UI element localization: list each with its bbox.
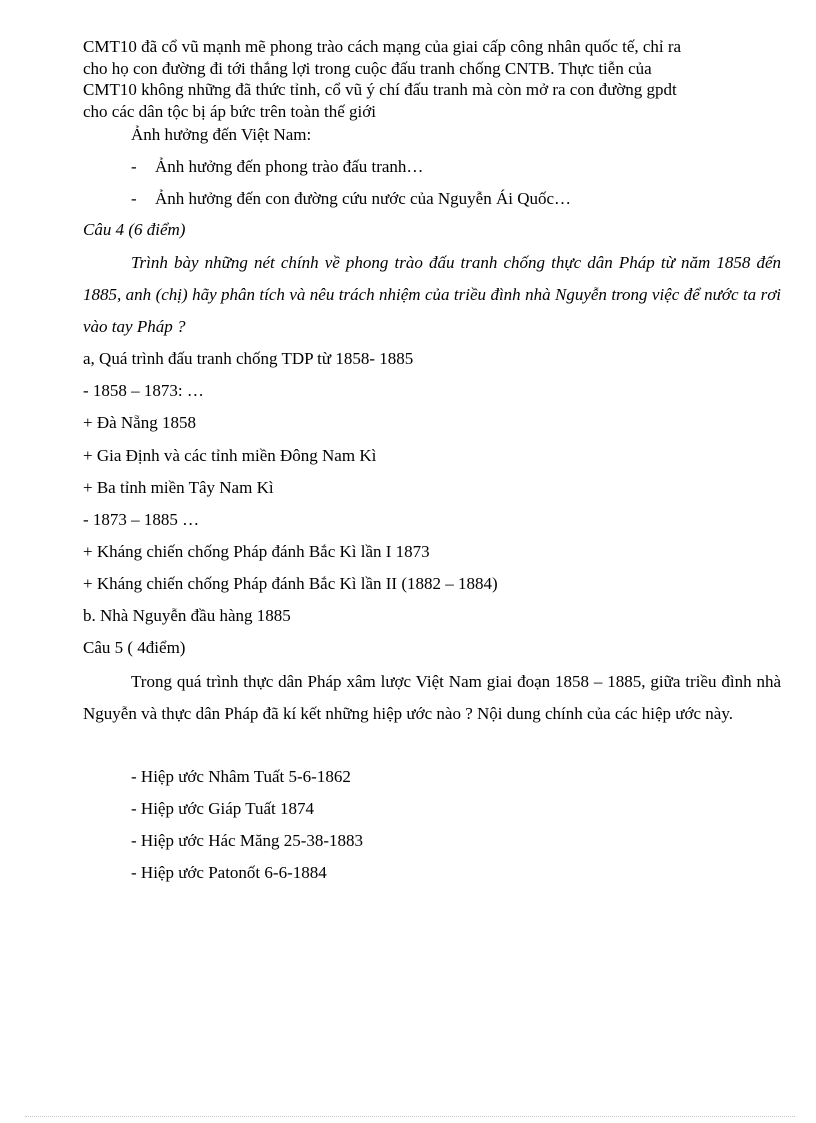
- intro-line: cho họ con đường đi tới thắng lợi trong cuộc đấu tranh chống CNTB. Thực tiễn của: [83, 58, 652, 78]
- bullet-marker: -: [131, 189, 137, 208]
- q4-answer-line: - 1858 – 1873: …: [83, 381, 204, 400]
- vn-influence-heading: Ảnh hưởng đến Việt Nam:: [131, 125, 312, 144]
- q4-question: Trình bày những nét chính về phong trào đấu tranh chống thực dân Pháp từ năm 1858 đến 1885, anh (chị) hãy phân tích và nêu trách nhiệm của triều đình nhà Nguyễn trong việc để nước ta rơi vào tay Pháp ?: [83, 253, 781, 336]
- vn-bullet-text: Ảnh hưởng đến con đường cứu nước của Nguyễn Ái Quốc…: [155, 189, 572, 208]
- page-bottom-divider: [25, 1116, 795, 1117]
- q5-title: Câu 5 ( 4điểm): [83, 638, 186, 657]
- q4-answer-line: b. Nhà Nguyễn đầu hàng 1885: [83, 606, 291, 625]
- q4-title: Câu 4 (6 điểm): [83, 220, 186, 239]
- intro-line: CMT10 đã cổ vũ mạnh mẽ phong trào cách mạng của giai cấp công nhân quốc tế, chỉ ra: [83, 37, 682, 56]
- q4-answer-line: + Gia Định và các tỉnh miền Đông Nam Kì: [83, 446, 377, 465]
- vn-bullet: [131, 156, 423, 178]
- bullet-marker: -: [131, 157, 137, 176]
- q5-treaty-item: - Hiệp ước Nhâm Tuất 5-6-1862: [131, 767, 351, 786]
- q5-question: Trong quá trình thực dân Pháp xâm lược Việt Nam giai đoạn 1858 – 1885, giữa triều đình nhà Nguyễn và thực dân Pháp đã kí kết những hiệp ước nào ? Nội dung chính của các hiệp ước này.: [83, 672, 781, 723]
- intro-line: CMT10 không những đã thức tỉnh, cổ vũ ý chí đấu tranh mà còn mở ra con đường gpdt: [83, 80, 677, 99]
- q4-answer-line: + Đà Nẵng 1858: [83, 413, 196, 432]
- q4-answer-line: + Kháng chiến chống Pháp đánh Bắc Kì lần I 1873: [83, 542, 430, 561]
- vn-bullet: [131, 188, 571, 210]
- intro-paragraph: [83, 36, 783, 122]
- vn-bullet-text: Ảnh hưởng đến phong trào đấu tranh…: [155, 157, 424, 176]
- intro-line: cho các dân tộc bị áp bức trên toàn thế giới: [83, 101, 376, 121]
- q5-treaty-item: - Hiệp ước Patonốt 6-6-1884: [131, 863, 327, 882]
- q4-answer-line: - 1873 – 1885 …: [83, 510, 200, 529]
- q5-treaty-item: - Hiệp ước Giáp Tuất 1874: [131, 799, 314, 818]
- q5-treaty-item: - Hiệp ước Hác Măng 25-38-1883: [131, 831, 364, 850]
- q4-answer-line: a, Quá trình đấu tranh chống TDP từ 1858- 1885: [83, 349, 414, 368]
- q4-answer-line: + Ba tỉnh miền Tây Nam Kì: [83, 478, 274, 497]
- q4-answer-line: + Kháng chiến chống Pháp đánh Bắc Kì lần II (1882 – 1884): [83, 574, 498, 593]
